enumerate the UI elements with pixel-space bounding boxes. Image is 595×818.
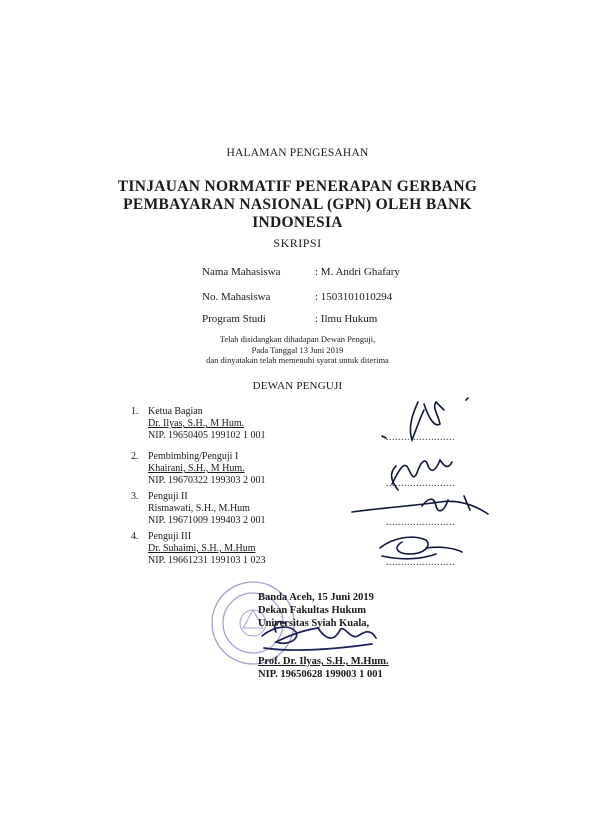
member-nip: NIP. 19650405 199102 1 001 <box>148 430 266 441</box>
member-name: Dr. Ilyas, S.H., M Hum. <box>148 418 245 429</box>
dean-position: Dekan Fakultas Hukum <box>258 605 366 616</box>
declaration-line: Pada Tanggal 13 Juni 2019 <box>251 344 344 355</box>
signature-4 <box>380 537 462 559</box>
signature-line: ....................... <box>386 517 455 528</box>
signature-line: ....................... <box>386 557 455 568</box>
signature-3 <box>352 496 488 514</box>
signature-1 <box>382 398 468 440</box>
signature-line: ....................... <box>386 432 455 443</box>
member-number: 2. <box>131 451 139 462</box>
signature-2 <box>392 460 452 490</box>
member-number: 4. <box>131 531 139 542</box>
member-role: Penguji III <box>148 531 192 542</box>
title-line: PEMBAYARAN NASIONAL (GPN) OLEH BANK <box>123 196 472 213</box>
signature-line: ....................... <box>386 478 455 489</box>
title-line: INDONESIA <box>252 214 343 231</box>
declaration-line: Telah disidangkan dihadapan Dewan Penguji, <box>219 334 376 344</box>
member-number: 1. <box>131 406 139 417</box>
member-nip: NIP. 19671009 199403 2 001 <box>148 515 266 526</box>
info-label: Program Studi <box>202 313 266 325</box>
dean-signatory <box>258 655 389 681</box>
member-name: Dr. Suhaimi, S.H., M.Hum <box>148 543 256 554</box>
committee-heading: DEWAN PENGUJI <box>252 380 343 392</box>
info-value: : Ilmu Hukum <box>315 313 378 325</box>
university-name: Universitas Syiah Kuala, <box>258 618 370 629</box>
dean-name: Prof. Dr. Ilyas, S.H., M.Hum. <box>258 656 389 667</box>
member-role: Ketua Bagian <box>148 406 203 417</box>
info-value: : M. Andri Ghafary <box>315 266 400 278</box>
info-label: Nama Mahasiswa <box>202 266 281 278</box>
member-nip: NIP. 19670322 199303 2 001 <box>148 475 266 486</box>
dean-block <box>258 591 374 630</box>
page-header: HALAMAN PENGESAHAN <box>226 147 369 159</box>
title-line: TINJAUAN NORMATIF PENERAPAN GERBANG <box>117 178 478 195</box>
member-role: Pembimbing/Penguji I <box>148 451 239 462</box>
declaration-line: dan dinyatakan telah memenuhi syarat untuk diterima <box>206 355 389 365</box>
info-value: : 1503101010294 <box>315 291 393 303</box>
member-role: Penguji II <box>148 491 188 502</box>
member-name: Khairani, S.H., M Hum. <box>148 463 245 474</box>
member-name: Rismawati, S.H., M.Hum <box>148 503 250 514</box>
dean-nip: NIP. 19650628 199003 1 001 <box>258 669 383 680</box>
member-nip: NIP. 19661231 199103 1 023 <box>148 555 266 566</box>
member-number: 3. <box>131 491 139 502</box>
document-type: SKRIPSI <box>273 236 322 250</box>
info-label: No. Mahasiswa <box>202 291 271 303</box>
place-date: Banda Aceh, 15 Juni 2019 <box>258 592 374 603</box>
